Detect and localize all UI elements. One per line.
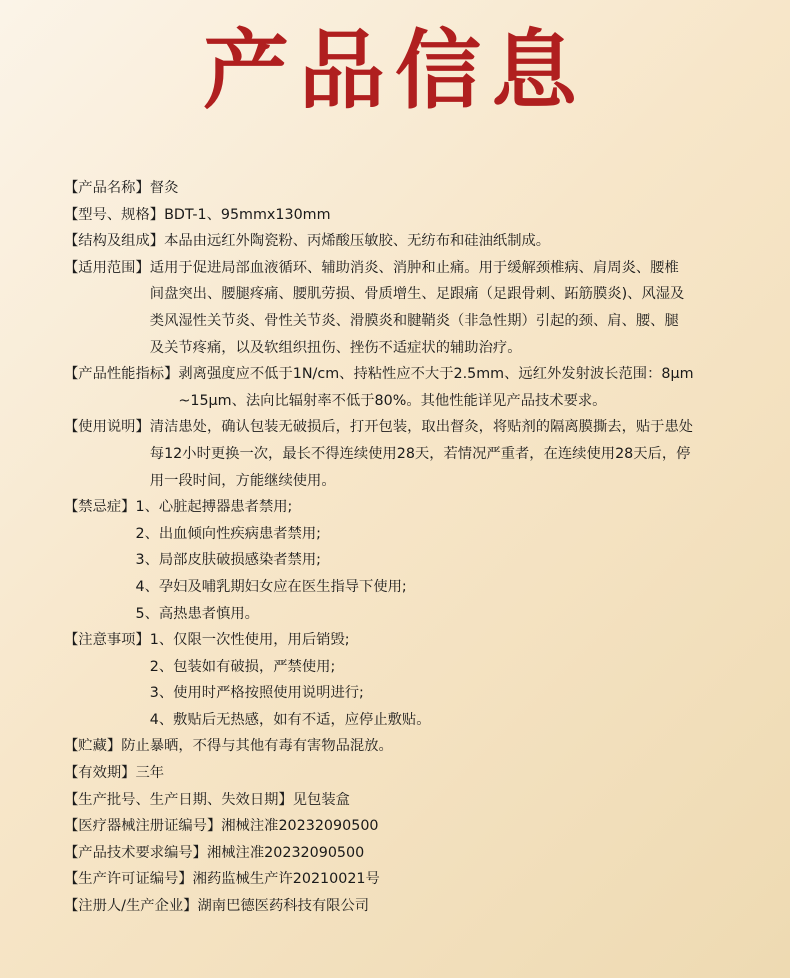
info-value: 本品由远红外陶瓷粉、丙烯酸压敏胶、无纺布和硅油纸制成。 — [164, 233, 551, 250]
info-value: 见包装盒 — [292, 791, 350, 808]
info-line: ~15μm、法向比辐射率不低于80%。其他性能详见产品技术要求。 — [178, 392, 607, 409]
info-label: 【产品性能指标】 — [64, 366, 179, 383]
info-value: 督灸 — [149, 180, 179, 196]
info-line: 2、包装如有破损，严禁使用; — [149, 658, 336, 675]
info-line: 用一段时间，方能继续使用。 — [149, 472, 336, 489]
info-line: 2、出血倾向性疾病患者禁用; — [135, 525, 321, 542]
product-info — [64, 175, 764, 920]
info-usage — [64, 414, 764, 494]
info-value: 湘械注准20232090500 — [206, 844, 365, 861]
info-line: 3、局部皮肤破损感染者禁用; — [135, 552, 321, 569]
info-tech-requirement — [64, 840, 764, 867]
info-label: 【有效期】 — [64, 765, 136, 782]
info-label: 【禁忌症】 — [64, 499, 136, 516]
info-label: 【注意事项】 — [64, 632, 150, 649]
info-line: 1、心脏起搏器患者禁用; — [135, 499, 293, 516]
info-value: BDT-1、95mmx130mm — [164, 206, 331, 223]
info-license — [64, 866, 764, 893]
info-line: 剥离强度应不低于1N/cm、持粘性应不大于2.5mm、远红外发射波长范围：8μm — [178, 366, 694, 383]
info-label: 【注册人/生产企业】 — [64, 898, 198, 915]
info-contraindications — [64, 494, 764, 627]
info-line: 适用于促进局部血液循环、辅助消炎、消肿和止痛。用于缓解颈椎病、肩周炎、腰椎 — [149, 259, 679, 276]
info-line: 5、高热患者慎用。 — [135, 605, 259, 622]
info-line: 清洁患处，确认包装无破损后，打开包装，取出督灸，将贴剂的隔离膜撕去，贴于患处 — [149, 419, 694, 436]
info-value: 湘药监械生产许20210021号 — [192, 871, 380, 888]
info-label: 【产品技术要求编号】 — [64, 844, 207, 861]
info-label: 【贮藏】 — [64, 738, 122, 755]
info-value: 湖南巴德医药科技有限公司 — [197, 898, 370, 915]
info-label: 【适用范围】 — [64, 259, 150, 276]
info-notes — [64, 627, 764, 733]
info-label: 【结构及组成】 — [64, 233, 165, 250]
info-line: 4、敷贴后无热感，如有不适，应停止敷贴。 — [149, 711, 431, 728]
info-line: 4、孕妇及哺乳期妇女应在医生指导下使用; — [135, 578, 407, 595]
info-value: 湘械注准20232090500 — [221, 818, 379, 835]
info-label: 【使用说明】 — [64, 419, 150, 436]
info-model — [64, 202, 764, 229]
info-line: 1、仅限一次性使用，用后销毁; — [149, 632, 350, 649]
info-value: 三年 — [135, 765, 165, 782]
page-title: 产品信息 — [203, 21, 587, 121]
info-validity — [64, 760, 764, 787]
info-label: 【生产批号、生产日期、失效日期】 — [64, 791, 293, 808]
info-value: 防止暴晒，不得与其他有毒有害物品混放。 — [121, 738, 393, 755]
info-line: 类风湿性关节炎、骨性关节炎、滑膜炎和腱鞘炎（非急性期）引起的颈、肩、腰、腿 — [149, 312, 679, 329]
info-label: 【型号、规格】 — [64, 206, 165, 223]
info-name — [64, 175, 764, 202]
info-label: 【产品名称】 — [64, 180, 150, 196]
info-label: 【医疗器械注册证编号】 — [64, 818, 222, 835]
info-batch — [64, 787, 764, 814]
info-scope — [64, 255, 764, 361]
info-line: 及关节疼痛，以及软组织扭伤、挫伤不适症状的辅助治疗。 — [149, 339, 522, 356]
info-line: 间盘突出、腰腿疼痛、腰肌劳损、骨质增生、足跟痛（足跟骨刺、跖筋膜炎)、风湿及 — [149, 286, 685, 303]
info-performance — [64, 361, 764, 414]
info-structure — [64, 228, 764, 255]
info-label: 【生产许可证编号】 — [64, 871, 193, 888]
info-storage — [64, 733, 764, 760]
info-company — [64, 893, 764, 920]
info-line: 3、使用时严格按照使用说明进行; — [149, 685, 364, 702]
info-line: 每12小时更换一次，最长不得连续使用28天，若情况严重者，在连续使用28天后，停 — [149, 445, 691, 462]
info-registration — [64, 813, 764, 840]
